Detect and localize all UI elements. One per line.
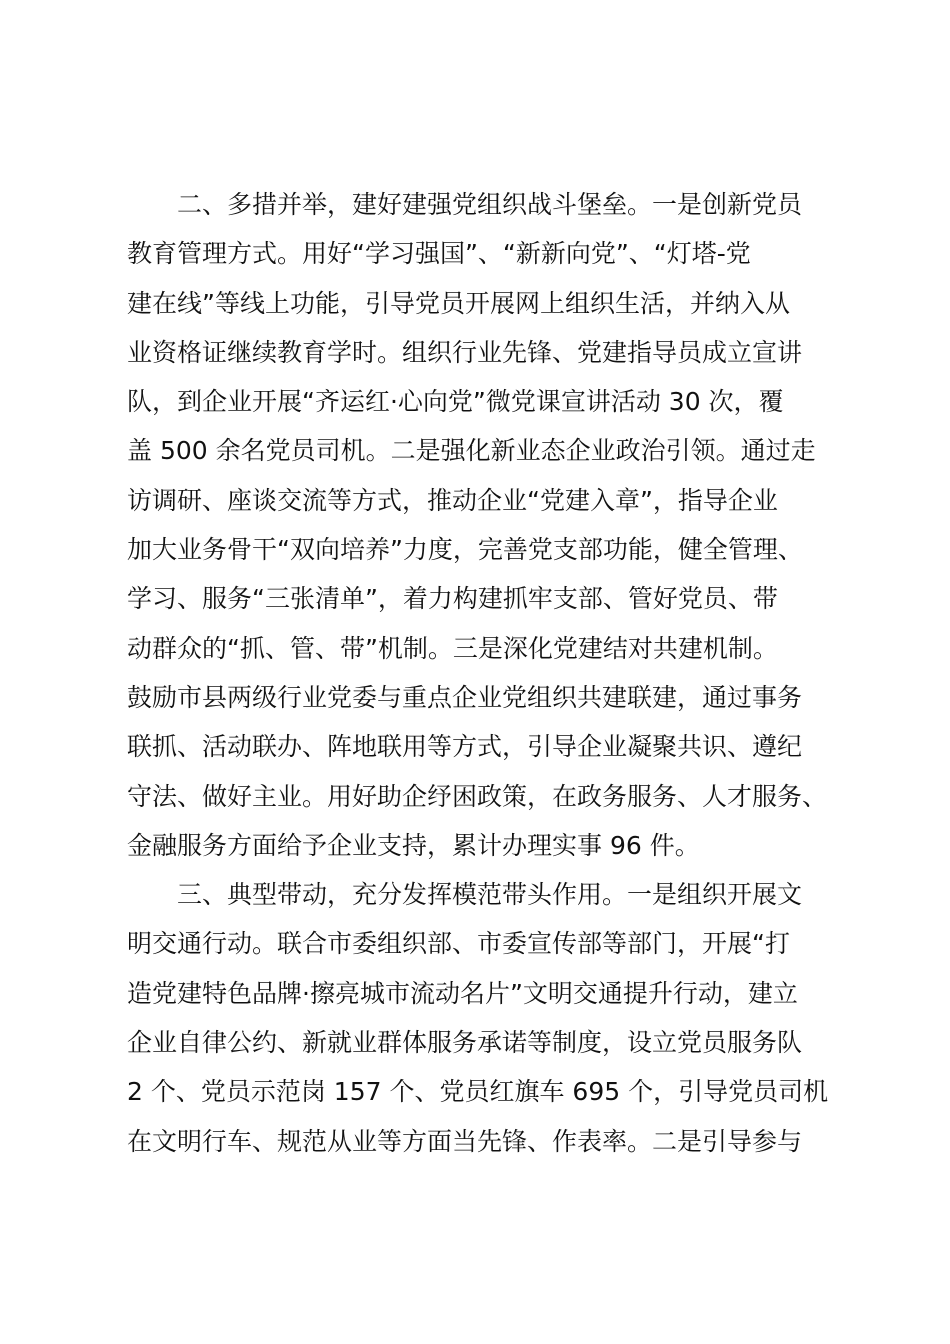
paragraph-party-organization <box>127 180 847 870</box>
text-line: 建在线”等线上功能，引导党员开展网上组织生活，并纳入从 <box>127 288 790 318</box>
text-line: 2 个、党员示范岗 157 个、党员红旗车 695 个，引导党员司机 <box>127 1077 829 1107</box>
text-line: 教育管理方式。用好“学习强国”、“新新向党”、“灯塔-党 <box>127 239 751 269</box>
text-line: 三、典型带动，充分发挥模范带头作用。一是组织开展文 <box>177 880 803 910</box>
paragraph-typical-models <box>127 870 847 1166</box>
text-line: 明交通行动。联合市委组织部、市委宣传部等部门，开展“打 <box>127 929 790 959</box>
text-line: 联抓、活动联办、阵地联用等方式，引导企业凝聚共识、遵纪 <box>127 732 803 762</box>
text-line: 二、多措并举，建好建强党组织战斗堡垒。一是创新党员 <box>177 190 803 219</box>
text-line: 动群众的“抓、管、带”机制。三是深化党建结对共建机制。 <box>127 633 778 663</box>
text-line: 加大业务骨干“双向培养”力度，完善党支部功能，健全管理、 <box>127 535 803 565</box>
text-line: 在文明行车、规范从业等方面当先锋、作表率。二是引导参与 <box>127 1126 803 1156</box>
text-line: 守法、做好主业。用好助企纾困政策，在政务服务、人才服务、 <box>127 781 828 811</box>
text-line: 业资格证继续教育学时。组织行业先锋、党建指导员成立宣讲 <box>127 337 803 367</box>
text-line: 造党建特色品牌·擦亮城市流动名片”文明交通提升行动，建立 <box>127 978 798 1008</box>
text-line: 金融服务方面给予企业支持，累计办理实事 96 件。 <box>127 830 700 860</box>
text-line: 访调研、座谈交流等方式，推动企业“党建入章”，指导企业 <box>127 485 778 515</box>
text-line: 鼓励市县两级行业党委与重点企业党组织共建联建，通过事务 <box>127 682 803 712</box>
text-line: 企业自律公约、新就业群体服务承诺等制度，设立党员服务队 <box>127 1028 803 1058</box>
text-line: 队，到企业开展“齐运红·心向党”微党课宣讲活动 30 次，覆 <box>127 387 784 417</box>
text-line: 盖 500 余名党员司机。二是强化新业态企业政治引领。通过走 <box>127 436 816 466</box>
text-line: 学习、服务“三张清单”，着力构建抓牢支部、管好党员、带 <box>127 584 778 614</box>
document-body <box>127 180 847 1166</box>
